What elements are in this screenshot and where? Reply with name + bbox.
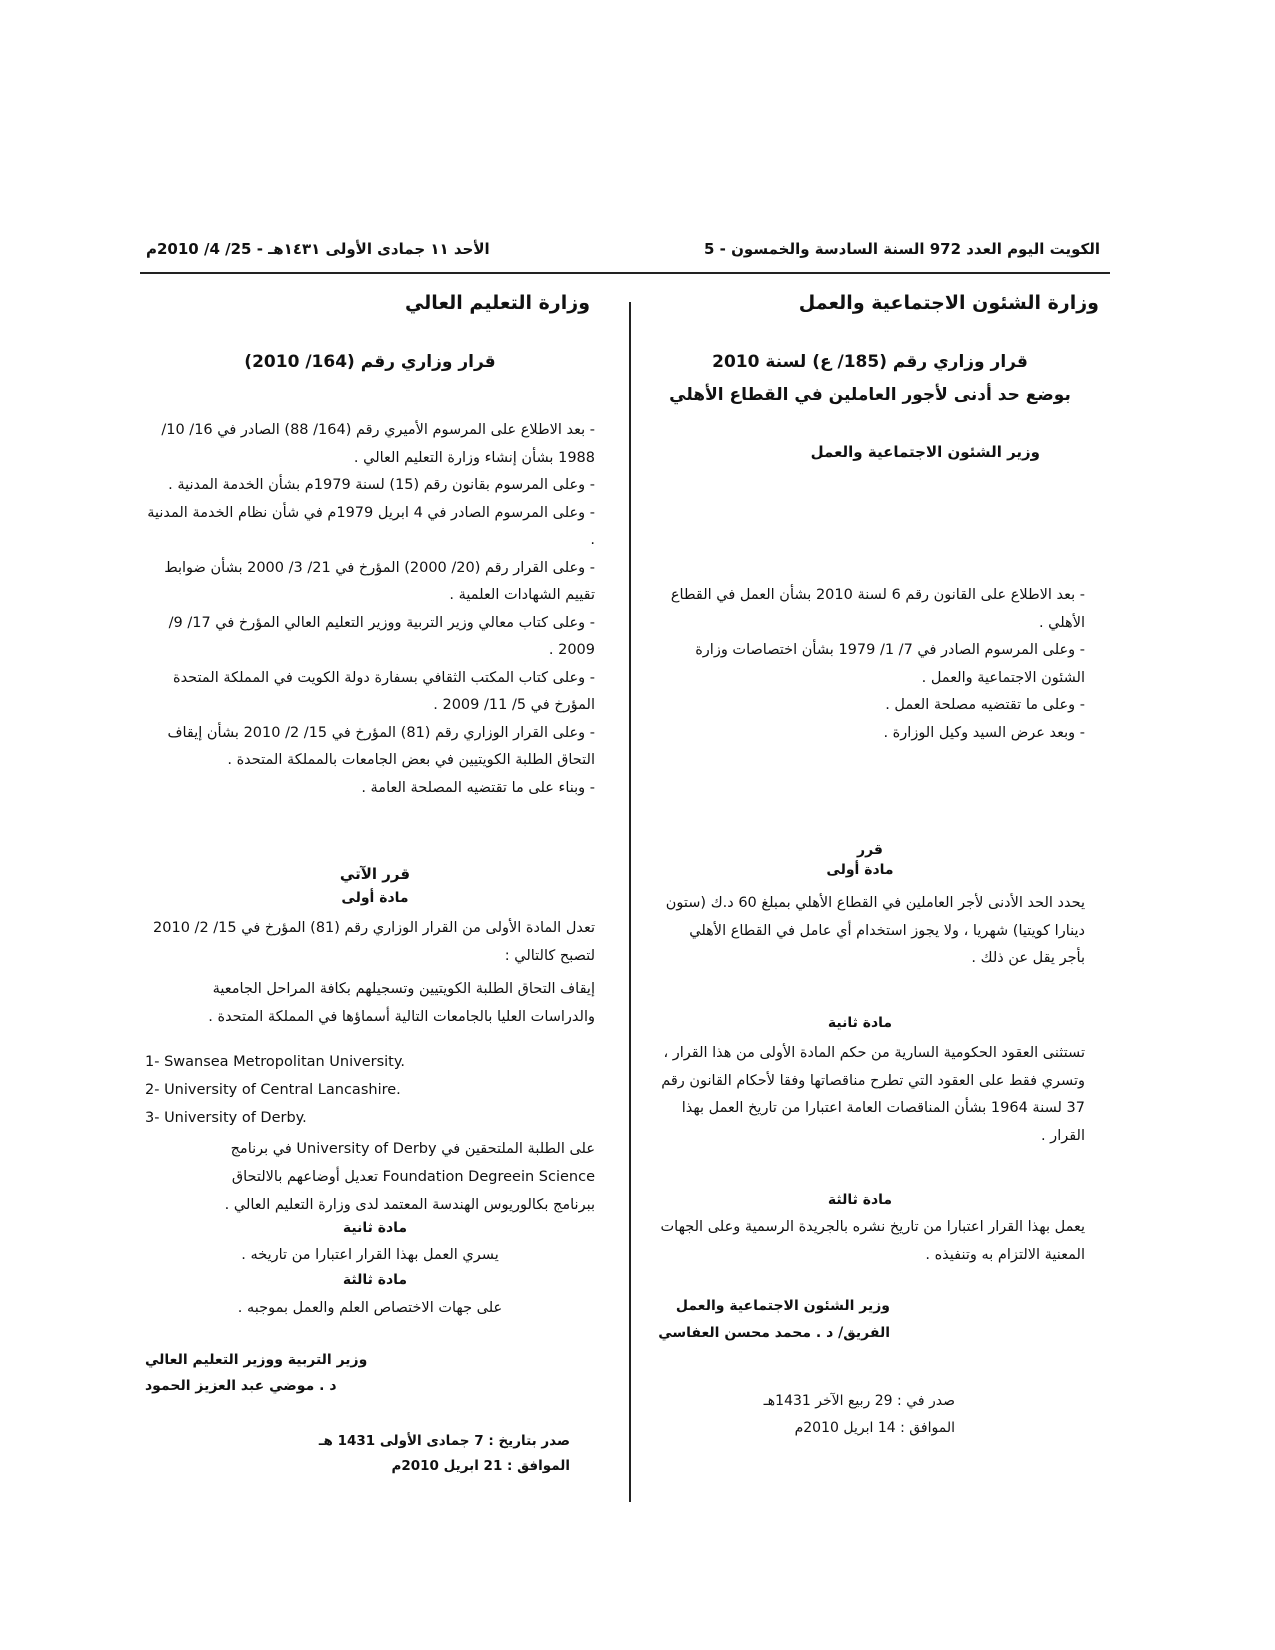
preamble-item: - وعلى القرار الوزاري رقم (81) المؤرخ في 15/ 2/ 2010 بشأن إيقاف التحاق الطلبة الكويتيين في بعض الجامعات بالمملكة المتحدة . <box>167 724 595 768</box>
derby-line <box>145 1163 595 1191</box>
university-list <box>145 1048 595 1132</box>
preamble-item: - وعلى المرسوم الصادر في 7/ 1/ 1979 بشأن اختصاصات وزارة الشئون الاجتماعية والعمل . <box>695 642 1085 686</box>
header-issue: الكويت اليوم العدد 972 السنة السادسة والخمسون - 5 <box>704 240 1100 258</box>
decision-subject: بوضع حد أدنى لأجور العاملين في القطاع الأهلي <box>669 385 1071 405</box>
derby-line <box>145 1135 595 1163</box>
preamble-item: - وعلى المرسوم الصادر في 4 ابريل 1979م في شأن نظام الخدمة المدنية . <box>147 504 595 548</box>
corresponding-date: الموافق : 21 ابريل 2010م <box>391 1458 570 1474</box>
article-title: مادة ثالثة <box>827 1192 893 1208</box>
article-2 <box>660 1040 1085 1150</box>
university-item: 3- University of Derby. <box>145 1110 307 1126</box>
article-text: على جهات الاختصاص العلم والعمل بموجبه . <box>237 1300 503 1316</box>
decision-title: قرار وزاري رقم (164/ 2010) <box>244 352 496 372</box>
derby-text: على الطلبة الملتحقين في <box>441 1141 595 1157</box>
article-text: يحدد الحد الأدنى لأجر العاملين في القطاع الأهلي بمبلغ 60 د.ك (ستون دينارا كويتيا) شهريا ، ولا يجوز استخدام أي عامل في القطاع الأهلي بأجر يقل عن ذلك . <box>665 895 1085 966</box>
article-text: يعمل بهذا القرار اعتبارا من تاريخ نشره بالجريدة الرسمية وعلى الجهات المعنية الالتزام به وتنفيذه . <box>660 1219 1085 1263</box>
article-text: يسري العمل بهذا القرار اعتبارا من تاريخه . <box>241 1247 499 1263</box>
derby-text: في برنامج <box>230 1141 292 1157</box>
article-text: تستثنى العقود الحكومية السارية من حكم المادة الأولى من هذا القرار ، وتسري فقط على العقود التي تطرح مناقصاتها وفقا لأحكام القانون رقم 37 لسنة 1964 بشأن المناقصات العامة اعتبارا من تاريخ العمل بهذا القرار . <box>661 1045 1085 1144</box>
signature-name: د . موضي عبد العزيز الحمود <box>145 1378 337 1394</box>
preamble-item: - وعلى كتاب المكتب الثقافي بسفارة دولة الكويت في المملكة المتحدة المؤرخ في 5/ 11/ 2009 . <box>172 669 595 713</box>
university-item: 2- University of Central Lancashire. <box>145 1082 401 1098</box>
article-3 <box>145 1295 595 1323</box>
university-item: 1- Swansea Metropolitan University. <box>145 1054 405 1070</box>
article-subtext: إيقاف التحاق الطلبة الكويتيين وتسجيلهم بكافة المراحل الجامعية والدراسات العليا بالجامعات التالية أسماؤها في المملكة المتحدة . <box>208 981 595 1025</box>
preamble <box>660 582 1085 747</box>
ministry-title: وزارة التعليم العالي <box>404 292 590 314</box>
article-1 <box>660 890 1085 973</box>
signature-name: الفريق/ د . محمد محسن العفاسي <box>658 1325 890 1341</box>
preamble <box>145 417 595 802</box>
derby-program: Foundation Degreein Science <box>382 1169 595 1185</box>
article-2 <box>145 1242 595 1270</box>
article-title: مادة أولى <box>826 862 894 878</box>
preamble-item: - بعد الاطلاع على القانون رقم 6 لسنة 2010 بشأن العمل في القطاع الأهلي . <box>670 587 1085 631</box>
derby-paragraph <box>145 1135 595 1219</box>
article-title: مادة أولى <box>341 890 409 906</box>
preamble-item: - وعلى كتاب معالي وزير التربية ووزير التعليم العالي المؤرخ في 17/ 9/ 2009 . <box>168 614 595 658</box>
preamble-item: - بعد الاطلاع على المرسوم الأميري رقم (164/ 88) الصادر في 16/ 10/ 1988 بشأن إنشاء وزارة التعليم العالي . <box>161 422 595 466</box>
article-title: مادة ثانية <box>827 1015 893 1031</box>
preamble-item: - وعلى القرار رقم (20/ 2000) المؤرخ في 21/ 3/ 2000 بشأن ضوابط تقييم الشهادات العلمية . <box>164 559 595 603</box>
header-rule <box>140 272 1110 274</box>
article-text: تعدل المادة الأولى من القرار الوزاري رقم (81) المؤرخ في 15/ 2/ 2010 لتصبح كالتالي : <box>153 920 595 964</box>
issued-date: صدر بتاريخ : 7 جمادى الأولى 1431 هـ <box>318 1433 570 1449</box>
preamble-item: - وعلى المرسوم بقانون رقم (15) لسنة 1979م بشأن الخدمة المدنية . <box>168 477 595 493</box>
ministry-title: وزارة الشئون الاجتماعية والعمل <box>798 292 1099 314</box>
derby-university: University of Derby <box>296 1141 437 1157</box>
article-title: مادة ثالثة <box>342 1272 408 1288</box>
preamble-item: - وبناء على ما تقتضيه المصلحة العامة . <box>361 779 595 796</box>
decided-label: قرر <box>857 842 883 858</box>
decided-label: قرر الآتي <box>339 865 411 883</box>
issuer: وزير الشئون الاجتماعية والعمل <box>810 443 1040 461</box>
corresponding-date: الموافق : 14 ابريل 2010م <box>794 1420 955 1436</box>
header-date: الأحد ١١ جمادى الأولى ١٤٣١هـ - 25/ 4/ 2010م <box>146 240 490 258</box>
derby-line: ببرنامج بكالوريوس الهندسة المعتمد لدى وزارة التعليم العالي . <box>224 1197 595 1213</box>
decision-title: قرار وزاري رقم (185/ ع) لسنة 2010 <box>712 352 1028 372</box>
signature-title: وزير التربية ووزير التعليم العالي <box>145 1352 368 1368</box>
derby-text: تعديل أوضاعهم بالالتحاق <box>231 1169 379 1185</box>
article-1 <box>145 915 595 1031</box>
column-divider <box>629 302 631 1502</box>
signature-title: وزير الشئون الاجتماعية والعمل <box>675 1298 890 1314</box>
issued-date: صدر في : 29 ربيع الآخر 1431هـ <box>763 1393 955 1409</box>
article-3 <box>660 1214 1085 1269</box>
preamble-item: - وبعد عرض السيد وكيل الوزارة . <box>883 724 1085 741</box>
article-title: مادة ثانية <box>342 1220 408 1236</box>
preamble-item: - وعلى ما تقتضيه مصلحة العمل . <box>885 697 1085 713</box>
